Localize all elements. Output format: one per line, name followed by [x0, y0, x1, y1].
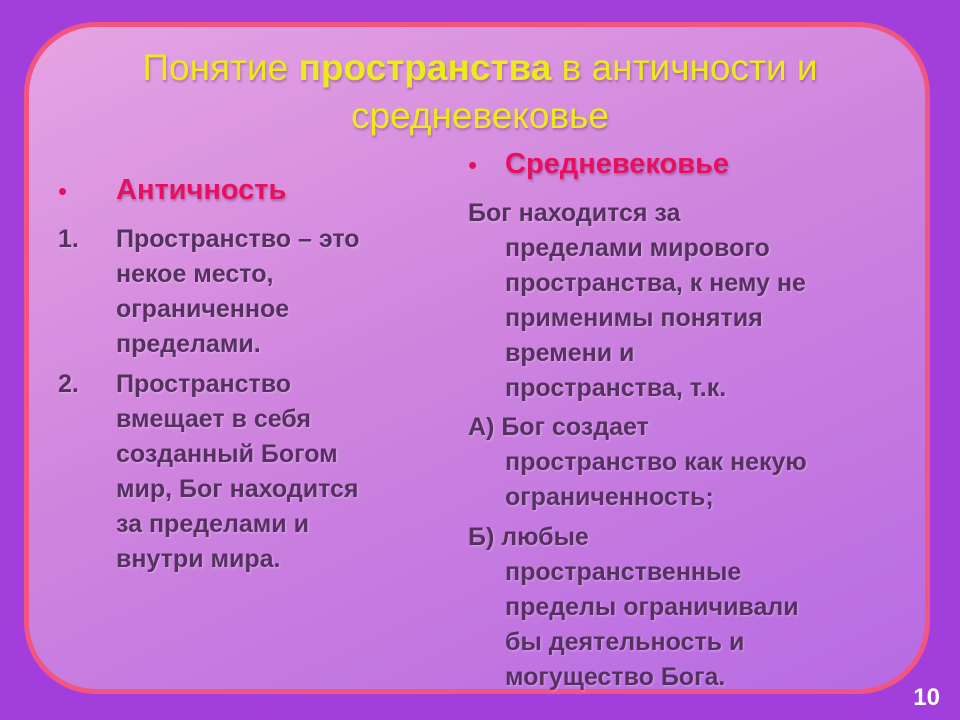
right-paragraph-2: А) Бог создает пространство как некую ограниченность;	[468, 413, 807, 511]
left-item-1	[58, 222, 438, 362]
title-emphasis: пространства	[298, 47, 552, 88]
title-line-1: Понятие пространства в античности и	[142, 47, 818, 88]
slide-title	[0, 44, 960, 140]
right-heading: Средневековье	[505, 148, 730, 180]
item-number: 1.	[58, 225, 79, 253]
left-heading: Античность	[116, 174, 287, 206]
title-line-2: средневековье	[351, 95, 609, 136]
item-text: Пространство – это некое место, ограниченное пределами.	[116, 225, 360, 358]
left-bullet: •	[58, 176, 68, 206]
right-paragraph-1: Бог находится за пределами мирового пространства, к нему не применимы понятия времени и пространства, т.к.	[468, 199, 806, 402]
item-number: 2.	[58, 370, 79, 398]
right-bullet: •	[468, 150, 478, 180]
page-number: 10	[913, 684, 940, 711]
item-text: Пространство вмещает в себя созданный Богом мир, Бог находится за пределами и внутри мира.	[116, 370, 359, 573]
right-paragraph-3: Б) любые пространственные пределы ограничивали бы деятельность и могущество Бога.	[468, 523, 799, 691]
left-item-2	[58, 367, 448, 577]
